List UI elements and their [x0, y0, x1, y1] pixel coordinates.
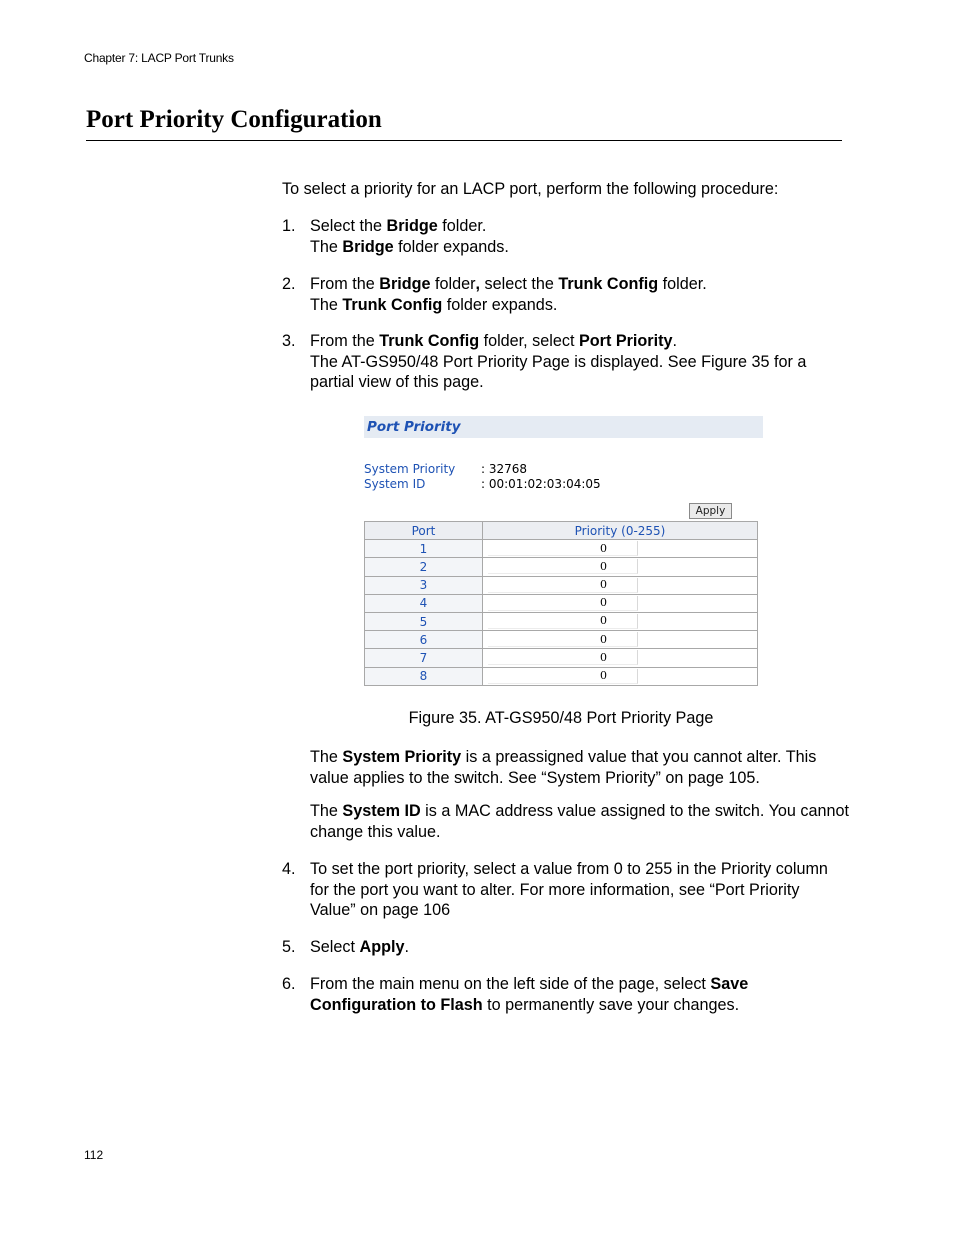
text: folder expands. — [393, 237, 509, 256]
column-header-port: Port — [365, 522, 483, 540]
system-id-label: System ID — [364, 477, 426, 491]
priority-cell — [483, 594, 758, 612]
title-rule — [86, 140, 842, 141]
system-priority-label: System Priority — [364, 462, 456, 476]
bold-term: Trunk Config — [558, 275, 659, 293]
bold-term: Bridge — [342, 237, 394, 256]
table-row — [365, 594, 758, 612]
step-number: 1. — [282, 217, 296, 235]
step-number: 2. — [282, 275, 296, 293]
text: select the — [480, 275, 559, 293]
table-row — [365, 540, 758, 558]
priority-input[interactable] — [488, 559, 638, 574]
figure-caption: Figure 35. AT-GS950/48 Port Priority Page — [408, 709, 714, 727]
step-6-instruction — [310, 974, 790, 1015]
bold-term: Bridge — [386, 217, 438, 235]
priority-cell — [483, 576, 758, 594]
text: . — [672, 332, 677, 350]
table-header-row — [365, 522, 758, 540]
text: is a MAC address value assigned to the switch. You cannot change this value. — [310, 802, 850, 841]
port-priority-screenshot — [364, 416, 764, 688]
text: . — [404, 938, 409, 956]
bold-term: , — [475, 275, 481, 293]
text: From the — [310, 332, 380, 350]
step-3-result: The AT-GS950/48 Port Priority Page is displayed. See Figure 35 for a partial view of this page. — [310, 352, 807, 391]
running-header: Chapter 7: LACP Port Trunks — [84, 51, 234, 65]
system-priority-value: : 32768 — [481, 462, 528, 476]
text: folder — [430, 275, 476, 293]
text: From the — [310, 275, 380, 293]
text: folder. — [658, 275, 707, 293]
priority-input[interactable] — [488, 596, 638, 611]
step-number: 4. — [282, 860, 296, 878]
bold-term: Trunk Config — [379, 332, 480, 350]
intro-text: To select a priority for an LACP port, perform the following procedure: — [282, 180, 779, 198]
priority-cell — [483, 612, 758, 630]
text: The — [310, 802, 343, 820]
priority-cell — [483, 667, 758, 685]
port-link[interactable]: 1 — [365, 540, 483, 558]
priority-cell — [483, 649, 758, 667]
table-row — [365, 667, 758, 685]
page-number: 112 — [84, 1148, 104, 1162]
priority-input[interactable] — [488, 614, 638, 629]
table-row — [365, 576, 758, 594]
text: Select — [310, 938, 360, 956]
system-id-note — [310, 801, 850, 842]
text: to permanently save your changes. — [482, 995, 740, 1014]
priority-input[interactable] — [488, 669, 638, 684]
column-header-priority: Priority (0-255) — [483, 522, 758, 540]
port-priority-table — [364, 521, 758, 686]
table-row — [365, 649, 758, 667]
step-5-instruction — [310, 937, 842, 958]
step-number: 6. — [282, 975, 296, 993]
step-2-instruction — [310, 274, 842, 295]
port-link[interactable]: 7 — [365, 649, 483, 667]
system-id-value: : 00:01:02:03:04:05 — [481, 477, 601, 491]
bold-term: Port Priority — [578, 332, 673, 350]
text: folder expands. — [442, 295, 558, 314]
step-number: 5. — [282, 938, 296, 956]
port-link[interactable]: 8 — [365, 667, 483, 685]
text: The — [310, 748, 343, 766]
step-3-instruction — [310, 331, 842, 352]
priority-input[interactable] — [488, 541, 638, 556]
bold-term: Save Configuration to Flash — [310, 975, 749, 1014]
priority-cell — [483, 558, 758, 576]
text: The — [310, 295, 343, 314]
port-link[interactable]: 2 — [365, 558, 483, 576]
step-2-result — [310, 295, 842, 316]
text: folder. — [437, 217, 487, 235]
text: Select the — [310, 217, 387, 235]
port-link[interactable]: 5 — [365, 612, 483, 630]
priority-cell — [483, 540, 758, 558]
priority-cell — [483, 631, 758, 649]
bold-term: Apply — [359, 938, 405, 956]
step-4-instruction: To set the port priority, select a value from 0 to 255 in the Priority column for the port you want to alter. For more information, see “Port Priority Value” on page 106 — [310, 860, 828, 919]
page-title: Port Priority Configuration — [86, 106, 382, 133]
bold-term: System ID — [342, 802, 421, 820]
priority-input[interactable] — [488, 650, 638, 665]
port-link[interactable]: 3 — [365, 576, 483, 594]
port-link[interactable]: 4 — [365, 594, 483, 612]
step-number: 3. — [282, 332, 296, 350]
priority-input[interactable] — [488, 632, 638, 647]
text: folder, select — [479, 332, 579, 350]
step-1-result — [310, 237, 842, 258]
text: From the main menu on the left side of the page, select — [310, 975, 711, 993]
text: is a preassigned value that you cannot alter. This value applies to the switch. See “System Priority” on page 105. — [310, 748, 817, 787]
table-row — [365, 631, 758, 649]
table-row — [365, 558, 758, 576]
text: The — [310, 237, 343, 256]
table-row — [365, 612, 758, 630]
system-priority-note — [310, 747, 850, 788]
step-1-instruction — [310, 216, 842, 237]
panel-header — [364, 416, 763, 438]
bold-term: Bridge — [379, 275, 431, 293]
panel-title: Port Priority — [367, 419, 461, 435]
priority-input[interactable] — [488, 578, 638, 593]
bold-term: System Priority — [342, 748, 462, 766]
bold-term: Trunk Config — [342, 295, 443, 314]
apply-button[interactable]: Apply — [689, 503, 732, 519]
port-link[interactable]: 6 — [365, 631, 483, 649]
